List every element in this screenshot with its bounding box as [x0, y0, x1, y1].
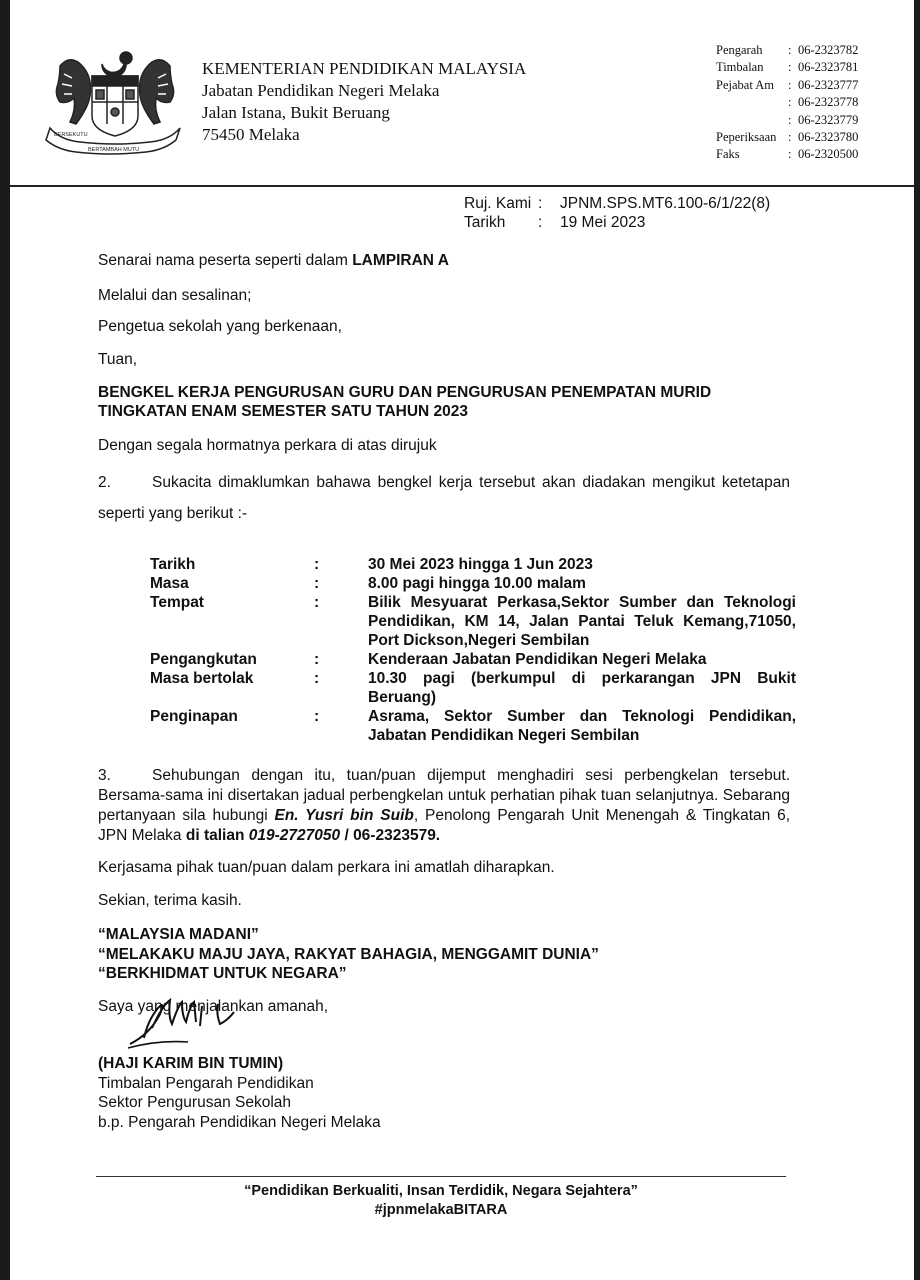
ref-value: JPNM.SPS.MT6.100-6/1/22(8) [560, 195, 771, 212]
contact-label: Pejabat Am [716, 77, 774, 92]
detail-colon: : [314, 575, 320, 592]
detail-label: Tempat [150, 594, 204, 611]
contact-row [716, 146, 858, 163]
subject-line-2: TINGKATAN ENAM SEMESTER SATU TAHUN 2023 [98, 403, 469, 420]
contact-colon: : [788, 43, 792, 57]
crest-ribbon-left-text: BERSEKUTU [54, 132, 88, 138]
letter-page [10, 0, 914, 1280]
address-line-1: Jalan Istana, Bukit Beruang [202, 103, 390, 122]
detail-label: Masa [150, 575, 189, 592]
detail-value: Bilik Mesyuarat Perkasa,Sektor Sumber dan Teknologi Pendidikan, KM 14, Jalan Pantai Teluk Kemang,71050, Port Dickson,Negeri Sembilan [368, 594, 796, 649]
contact-label [716, 94, 788, 111]
contact-colon: : [788, 95, 792, 110]
signer-title-1: Timbalan Pengarah Pendidikan [98, 1074, 314, 1092]
contact-row [716, 77, 858, 94]
ministry-name: KEMENTERIAN PENDIDIKAN MALAYSIA [202, 59, 527, 78]
motto-3: “BERKHIDMAT UNTUK NEGARA” [98, 965, 347, 982]
contact-colon: : [788, 60, 792, 75]
contact-label: Timbalan [716, 60, 764, 75]
detail-value: Asrama, Sektor Sumber dan Teknologi Pendidikan, Jabatan Pendidikan Negeri Sembilan [368, 708, 796, 744]
closing-line: Sekian, terima kasih. [98, 892, 242, 909]
recipients-line [98, 251, 790, 271]
paragraph-2 [98, 467, 790, 529]
date-colon: : [538, 214, 543, 231]
detail-row [150, 669, 800, 707]
phone-office: / 06-2323579. [344, 827, 441, 844]
event-details [150, 555, 800, 745]
contact-label: Faks [716, 147, 740, 162]
contact-number: 06-2323782 [798, 43, 859, 57]
signer-title-3: b.p. Pengarah Pendidikan Negeri Melaka [98, 1113, 381, 1131]
phone-mobile: 019-2727050 [248, 827, 341, 844]
detail-colon: : [314, 708, 320, 725]
signer-name: (HAJI KARIM BIN TUMIN) [98, 1055, 284, 1072]
subject [98, 383, 790, 421]
contact-number: 06-2323778 [798, 95, 859, 110]
contact-label [716, 112, 788, 129]
header-divider [10, 185, 914, 187]
contact-row [716, 94, 858, 111]
principal-line: Pengetua sekolah yang berkenaan, [98, 318, 342, 335]
intro-line: Dengan segala hormatnya perkara di atas dirujuk [98, 437, 437, 454]
paragraph-3-number: 3. [98, 767, 111, 784]
contact-label: Pengarah [716, 43, 763, 57]
department-name: Jabatan Pendidikan Negeri Melaka [202, 81, 440, 100]
salutation: Tuan, [98, 351, 138, 368]
detail-label: Tarikh [150, 556, 196, 573]
contact-row [716, 112, 858, 129]
footer-hashtag: #jpnmelakaBITARA [374, 1202, 508, 1218]
detail-label: Penginapan [150, 708, 238, 725]
detail-colon: : [314, 556, 320, 573]
motto-1: “MALAYSIA MADANI” [98, 926, 259, 943]
detail-colon: : [314, 670, 320, 687]
subject-line-1: BENGKEL KERJA PENGURUSAN GURU DAN PENGURUSAN PENEMPATAN MURID [98, 384, 712, 401]
motto-2: “MELAKAKU MAJU JAYA, RAKYAT BAHAGIA, MENGGAMIT DUNIA” [98, 945, 599, 963]
detail-colon: : [314, 651, 320, 668]
detail-value: 8.00 pagi hingga 10.00 malam [368, 575, 586, 592]
contact-label: Peperiksaan [716, 130, 777, 145]
recipients-prefix: Senarai nama peserta seperti dalam [98, 252, 348, 269]
contact-role: , Penolong Pengarah Unit Menengah & Tingkatan 6, JPN Melaka [98, 807, 790, 844]
ref-label: Ruj. Kami [464, 195, 532, 212]
cooperation-line: Kerjasama pihak tuan/puan dalam perkara ini amatlah diharapkan. [98, 859, 555, 876]
contact-colon: : [788, 77, 792, 92]
address-line-2: 75450 Melaka [202, 125, 300, 144]
ref-colon: : [538, 195, 543, 212]
contact-row [716, 59, 858, 76]
detail-value: 10.30 pagi (berkumpul di perkarangan JPN Bukit Beruang) [368, 670, 796, 706]
paragraph-2-text: Sukacita dimaklumkan bahawa bengkel kerja tersebut akan diadakan mengikut ketetapan seperti yang berikut :- [98, 474, 790, 522]
footer [96, 1182, 786, 1220]
mottos [98, 925, 790, 984]
contact-number: 06-2323777 [798, 77, 859, 92]
contact-person: En. Yusri bin Suib [274, 807, 414, 824]
contact-row [716, 129, 858, 146]
recipients-attachment: LAMPIRAN A [352, 252, 449, 269]
detail-row [150, 650, 800, 669]
detail-row [150, 593, 800, 650]
contact-number: 06-2320500 [798, 147, 859, 162]
crest-ribbon-bottom-text: BERTAMBAH MUTU [88, 147, 140, 153]
contact-number: 06-2323781 [798, 60, 859, 75]
detail-row [150, 707, 800, 745]
contact-colon: : [788, 130, 792, 145]
contact-row [716, 42, 858, 59]
date-label: Tarikh [464, 214, 506, 231]
trust-line: Saya yang menjalankan amanah, [98, 998, 329, 1015]
contact-colon: : [788, 147, 792, 162]
contact-number: 06-2323780 [798, 130, 859, 145]
footer-divider [96, 1176, 786, 1177]
detail-value: Kenderaan Jabatan Pendidikan Negeri Melaka [368, 651, 707, 668]
phone-label: di talian [185, 827, 245, 844]
contact-number: 06-2323779 [798, 112, 859, 127]
contact-colon: : [788, 112, 792, 127]
signer-title-2: Sektor Pengurusan Sekolah [98, 1094, 292, 1111]
organisation-address [202, 58, 526, 146]
paragraph-2-number: 2. [98, 474, 111, 491]
detail-label: Masa bertolak [150, 670, 254, 687]
signatory [98, 1054, 790, 1132]
signature-icon [122, 988, 262, 1054]
paragraph-3-text: Sehubungan dengan itu, tuan/puan dijemput menghadiri sesi perbengkelan tersebut. Bersama-sama ini disertakan jadual perbengkelan untuk perhatian pihak tuan selanjutnya. Sebarang pertanyaan sila hubungi [98, 767, 790, 824]
detail-label: Pengangkutan [150, 651, 257, 668]
detail-value: 30 Mei 2023 hingga 1 Jun 2023 [368, 556, 593, 573]
paragraph-3 [98, 766, 790, 846]
contact-numbers [716, 42, 858, 164]
via-line: Melalui dan sesalinan; [98, 287, 252, 304]
date-value: 19 Mei 2023 [560, 214, 646, 231]
detail-row [150, 555, 800, 574]
reference-block [464, 194, 770, 232]
malaysia-coat-of-arms-icon [40, 44, 190, 156]
footer-slogan: “Pendidikan Berkualiti, Insan Terdidik, Negara Sejahtera” [244, 1183, 638, 1199]
detail-colon: : [314, 594, 320, 611]
detail-row [150, 574, 800, 593]
